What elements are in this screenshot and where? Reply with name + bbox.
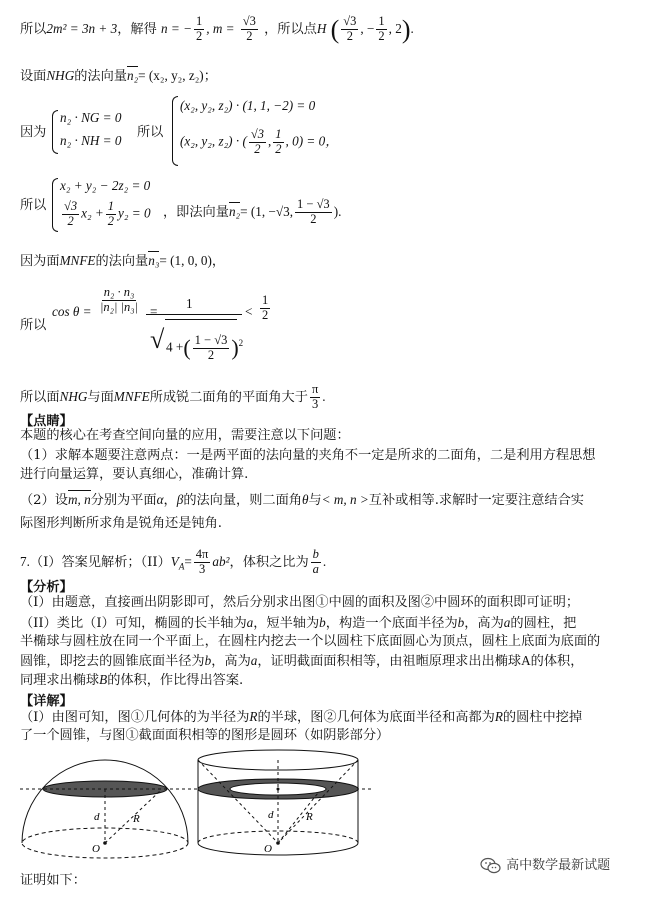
line-3-because: 因为 xyxy=(20,125,47,140)
fenxi-line-4: 圆锥，即挖去的圆锥底面半径为b，高为a，证明截面面积相等，由祖暅原理求出出椭球A的体积， xyxy=(20,653,584,669)
dianjing-line-4: （2）设m, n分别为平面α，β的法向量，则二面角θ与< m, n >互补或相等.求解时一定要注意结合实 xyxy=(20,492,584,508)
fenxi-title: 【分析】 xyxy=(20,580,73,595)
sys-eq-2: (x₂, y₂, z₂) · ( $\frac{√3}{2}$ , $\frac{1}{2}$ , 0) = 0， xyxy=(180,127,339,156)
dianjing-line-3: 进行向量运算，要认真细心，准确计算. xyxy=(20,467,249,482)
q7-answer: 7.（I）答案见解析；$(II)V_A=$ $\frac{4\pi}{3}$ ab²，体积之比为 $\frac{b}{a}$ . xyxy=(20,547,327,576)
cos-fraction: $\frac{\text{n₂ · n₃}}{\text{|n₂| |n₃|}}$ xyxy=(100,285,139,314)
fenxi-line-1: （I）由题意，直接画出阴影即可，然后分别求出图①中圆的面积及图②中圆环的面积即可证明； xyxy=(20,595,580,610)
xiangjie-title: 【详解】 xyxy=(20,694,73,709)
eq-sign: = xyxy=(150,304,158,319)
cond-1: n₂ · NG = 0 xyxy=(60,110,122,125)
xiangjie-line-1: （I）由图可知，图①几何体的为半径为R的半球，图②几何体为底面半径和高都为R的圆柱中挖掉 xyxy=(20,709,583,725)
cond-2: n₂ · NH = 0 xyxy=(60,133,122,148)
label-O-2: O xyxy=(264,843,272,855)
dianjing-line-2: （1）求解本题要注意两点：一是两平面的法向量的夹角不一定是所求的二面角，二是利用方程思想 xyxy=(20,448,596,463)
line-7: 所以面NHG与面MNFE所成锐二面角的平面角大于 $\frac{\pi}{3}$ . xyxy=(20,382,326,411)
label-R-2: R xyxy=(306,811,313,823)
eq4-1: x₂ + y₂ − 2z₂ = 0 xyxy=(60,178,151,193)
line-4-tail: ，即法向量n₂= (1, −√3, $\frac{1 - √3}{2}$ ). xyxy=(163,197,342,226)
fenxi-line-3: 半椭球与圆柱放在同一个平面上，在圆柱内挖去一个以圆柱下底面圆心为顶点，圆柱上底面为底面的 xyxy=(20,634,601,649)
cone-right xyxy=(278,760,358,843)
eq4-2: $\frac{√3}{2}$ x₂ + $\frac{1}{2}$ y₂ = 0 xyxy=(64,199,151,228)
line-3-so: 所以 xyxy=(137,125,164,140)
line-1: 所以2m² = 3n + 3，解得 n = − $\frac{1}{2}$ , m = $\frac{√3}{2}$ ，所以点H ( $\frac{√3}{2}$ , − $\frac{1}{2}$ , 2). xyxy=(20,14,414,44)
label-d-2: d xyxy=(268,809,274,821)
xiangjie-line-2: 了一个圆锥，与图①截面面积相等的图形是圆环（如阴影部分） xyxy=(20,728,390,743)
sqrt-bar xyxy=(165,319,237,320)
cone-left xyxy=(198,760,278,843)
half-fraction: $\frac{1}{2}$ xyxy=(262,293,269,322)
brace-2 xyxy=(172,96,178,166)
line-4-so: 所以 xyxy=(20,198,47,213)
line-6-so: 所以 xyxy=(20,318,47,333)
dianjing-line-5: 际图形判断所求角是锐角还是钝角. xyxy=(20,516,223,531)
brace-1 xyxy=(52,110,58,154)
lt-sign: < xyxy=(245,304,253,319)
center-O-2 xyxy=(276,841,280,845)
figures-svg xyxy=(0,748,400,868)
rhs-one: 1 xyxy=(186,296,193,311)
sqrt-sign: √ xyxy=(150,325,165,354)
label-O: O xyxy=(92,843,100,855)
dianjing-line-1: 本题的核心在考查空间向量的应用，需要注意以下问题： xyxy=(20,428,350,443)
wechat-icon xyxy=(480,857,502,875)
main-fraction-bar xyxy=(146,314,242,315)
line-2: 设面NHG的法向量n₂= (x₂, y₂, z₂)； xyxy=(20,68,217,84)
figure-2-cylinder xyxy=(20,750,372,855)
brace-3 xyxy=(52,178,58,232)
figures xyxy=(0,748,400,868)
cos-formula: cos θ = xyxy=(52,304,92,319)
section-center xyxy=(277,788,280,791)
label-d: d xyxy=(94,811,100,823)
sys-eq-1: (x₂, y₂, z₂) · (1, 1, −2) = 0 xyxy=(180,98,316,113)
line-5: 因为面MNFE的法向量n₃= (1, 0, 0)， xyxy=(20,253,226,269)
figure-1-hemisphere xyxy=(20,760,190,858)
fenxi-line-2: （II）类比（I）可知，椭圆的长半轴为a，短半轴为b，构造一个底面半径为b，高为a的圆柱，把 xyxy=(20,615,577,631)
radicand: 4 +( $\frac{1 - √3}{2}$ )$^2$ xyxy=(166,333,244,362)
watermark: 高中数学最新试题 xyxy=(480,854,610,875)
label-R: R xyxy=(133,813,140,825)
proof-line: 证明如下： xyxy=(20,873,86,888)
center-O xyxy=(103,841,107,845)
fenxi-line-5: 同理求出椭球B的体积，作比得出答案. xyxy=(20,672,244,688)
dianjing-title: 【点睛】 xyxy=(20,414,73,429)
